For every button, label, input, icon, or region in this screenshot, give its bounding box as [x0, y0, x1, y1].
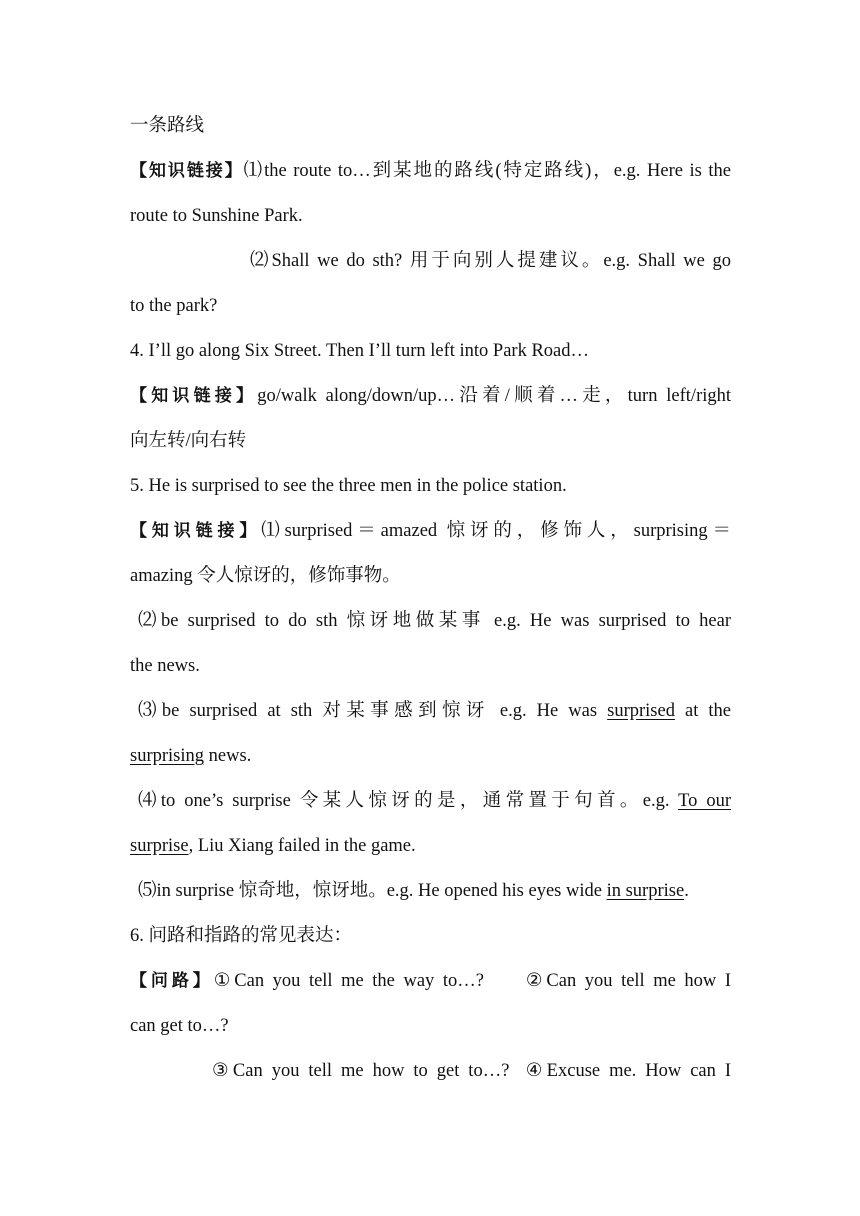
text-line [130, 1004, 731, 1049]
section-heading: 【知识链接】 [130, 521, 262, 541]
section-heading: 【问路】 [130, 971, 214, 991]
underlined-word: surprise [130, 836, 189, 856]
section-heading: 【知识链接】 [130, 386, 258, 406]
text-line [130, 734, 731, 779]
line-text: . [684, 881, 689, 901]
line-text: news. [204, 746, 252, 766]
line-text: 向左转/向右转 [130, 431, 247, 451]
knowledge-link-line [130, 374, 731, 419]
line-text: , Liu Xiang failed in the game. [188, 836, 416, 856]
line-text: 6. 问路和指路的常见表达： [130, 926, 353, 946]
text-line [130, 239, 731, 284]
text-line [130, 599, 731, 644]
text-line [130, 644, 731, 689]
knowledge-link-line [130, 509, 731, 554]
line-text: 一条路线 [130, 116, 205, 136]
line-text: ⑵Shall we do sth? 用于向别人提建议。e.g. Shall we go [250, 251, 731, 271]
text-line [130, 464, 731, 509]
text-line [130, 1049, 731, 1094]
text-line [130, 554, 731, 599]
line-text: amazing 令人惊讶的，修饰事物。 [130, 566, 401, 586]
knowledge-link-line [130, 149, 731, 194]
text-line [130, 779, 731, 824]
line-text: ②Can you tell me how I [521, 971, 731, 991]
line-text: can get to…? [130, 1016, 229, 1036]
line-text: ④Excuse me. How can I [521, 1061, 731, 1081]
text-line [130, 869, 731, 914]
underlined-word: surprised [607, 701, 675, 721]
text-line [130, 689, 731, 734]
text-line [130, 194, 731, 239]
document-page [130, 104, 731, 1094]
line-text: ⑴surprised＝amazed 惊讶的，修饰人，surprising＝ [261, 521, 731, 541]
ask-way-line [130, 959, 731, 1004]
underlined-word: in surprise [606, 881, 685, 901]
underlined-word: To our [678, 791, 731, 811]
line-text: ⑷to one’s surprise 令某人惊讶的是，通常置于句首。e.g. [138, 791, 679, 811]
line-text: ①Can you tell me the way to…? [213, 971, 484, 991]
text-line [130, 104, 731, 149]
line-text: ③Can you tell me how to get to…? [212, 1061, 510, 1081]
line-text: ⑵be surprised to do sth 惊讶地做某事 e.g. He was surprised to hear [138, 611, 731, 631]
underlined-word: surprising [130, 746, 204, 766]
text-line [130, 284, 731, 329]
line-text: go/walk along/down/up…沿着/顺着…走，turn left/right [257, 386, 732, 406]
text-line [130, 329, 731, 374]
text-line [130, 914, 731, 959]
line-text: ⑸in surprise 惊奇地，惊讶地。e.g. He opened his eyes wide [138, 881, 607, 901]
line-text: route to Sunshine Park. [130, 206, 303, 226]
text-line [130, 824, 731, 869]
section-heading: 【知识链接】 [130, 161, 244, 181]
line-text: at the [674, 701, 732, 721]
line-text: ⑴the route to…到某地的路线(特定路线)，e.g. Here is the [243, 161, 732, 181]
text-line [130, 419, 731, 464]
line-text: to the park? [130, 296, 218, 316]
line-text: the news. [130, 656, 200, 676]
line-text: 5. He is surprised to see the three men in the police station. [130, 476, 567, 496]
line-text: 4. I’ll go along Six Street. Then I’ll turn left into Park Road… [130, 341, 590, 361]
line-text: ⑶be surprised at sth 对某事感到惊讶 e.g. He was [138, 701, 608, 721]
